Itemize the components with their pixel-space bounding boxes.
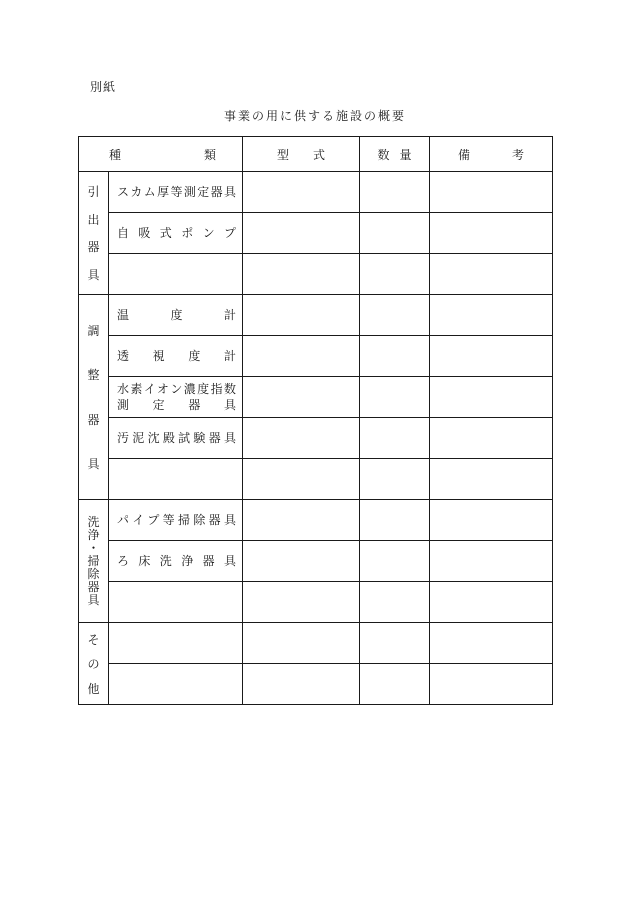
table-row xyxy=(79,459,553,500)
quantity-cell xyxy=(360,213,430,254)
item-name: 温度計 xyxy=(117,308,237,322)
item-name: 透視度計 xyxy=(117,349,237,363)
model-cell xyxy=(243,295,360,336)
note-cell xyxy=(430,664,553,705)
document-title: 事業の用に供する施設の概要 xyxy=(223,109,406,123)
group-label-char: 具 xyxy=(87,592,100,607)
item-name-cell xyxy=(109,418,243,459)
note-cell xyxy=(430,500,553,541)
table-row xyxy=(79,336,553,377)
note-cell xyxy=(430,418,553,459)
item-name-cell xyxy=(109,172,243,213)
note-cell xyxy=(430,254,553,295)
quantity-cell xyxy=(360,582,430,623)
table-row xyxy=(79,377,553,418)
quantity-cell xyxy=(360,172,430,213)
group-label-char: 他 xyxy=(87,681,100,696)
item-name-cell xyxy=(109,377,243,418)
attachment-label: 別紙 xyxy=(90,80,117,94)
group-label-char: 除 xyxy=(87,566,100,581)
group-label-char: 器 xyxy=(87,579,100,594)
item-name-cell xyxy=(109,541,243,582)
note-cell xyxy=(430,623,553,664)
group-label-char: の xyxy=(87,657,100,671)
table-row xyxy=(79,500,553,541)
facility-overview-table xyxy=(78,136,553,705)
group-label-cell xyxy=(79,500,109,623)
group-label-cell xyxy=(79,172,109,295)
item-name-cell xyxy=(109,500,243,541)
item-name-cell xyxy=(109,582,243,623)
table-row xyxy=(79,582,553,623)
note-cell xyxy=(430,336,553,377)
table-row xyxy=(79,213,553,254)
model-cell xyxy=(243,254,360,295)
model-cell xyxy=(243,623,360,664)
table-header-row xyxy=(79,137,553,172)
group-label-char: 調 xyxy=(87,324,100,339)
table-row xyxy=(79,664,553,705)
item-name-cell xyxy=(109,336,243,377)
group-label-char: 出 xyxy=(87,212,100,227)
header-note: 備考 xyxy=(430,137,553,172)
model-cell xyxy=(243,172,360,213)
group-label-char: 浄 xyxy=(87,527,100,542)
item-name: パイプ等掃除器具 xyxy=(117,513,237,527)
note-cell xyxy=(430,582,553,623)
item-name-cell xyxy=(109,459,243,500)
model-cell xyxy=(243,459,360,500)
quantity-cell xyxy=(360,500,430,541)
group-label-char: 具 xyxy=(87,268,100,283)
group-label-char: 具 xyxy=(87,456,100,471)
note-cell xyxy=(430,213,553,254)
model-cell xyxy=(243,664,360,705)
table-row xyxy=(79,623,553,664)
model-cell xyxy=(243,582,360,623)
header-quantity: 数量 xyxy=(360,137,430,172)
group-label-char: 器 xyxy=(87,412,100,427)
item-name: 水素イオン濃度指数 xyxy=(117,382,237,396)
note-cell xyxy=(430,295,553,336)
group-label-char: 洗 xyxy=(87,514,100,529)
table-row xyxy=(79,418,553,459)
quantity-cell xyxy=(360,295,430,336)
quantity-cell xyxy=(360,459,430,500)
item-name-cell xyxy=(109,254,243,295)
quantity-cell xyxy=(360,254,430,295)
group-label-char: 整 xyxy=(87,368,100,383)
item-name: スカム厚等測定器具 xyxy=(117,185,237,199)
item-name: ろ床洗浄器具 xyxy=(117,554,237,568)
group-label-char: 掃 xyxy=(87,553,100,568)
quantity-cell xyxy=(360,541,430,582)
quantity-cell xyxy=(360,664,430,705)
group-label-char: 器 xyxy=(87,240,100,255)
item-name: 測定器具 xyxy=(117,398,237,412)
model-cell xyxy=(243,336,360,377)
item-name-cell xyxy=(109,664,243,705)
group-label-cell xyxy=(79,295,109,500)
model-cell xyxy=(243,500,360,541)
note-cell xyxy=(430,459,553,500)
quantity-cell xyxy=(360,336,430,377)
quantity-cell xyxy=(360,418,430,459)
model-cell xyxy=(243,418,360,459)
model-cell xyxy=(243,377,360,418)
note-cell xyxy=(430,541,553,582)
item-name: 汚泥沈殿試験器具 xyxy=(117,431,237,445)
item-name-cell xyxy=(109,623,243,664)
group-label-char: ・ xyxy=(87,540,100,555)
table-row xyxy=(79,172,553,213)
table-row xyxy=(79,295,553,336)
item-name: 自吸式ポンプ xyxy=(117,226,237,240)
group-label-char: そ xyxy=(87,632,100,647)
group-label-cell xyxy=(79,623,109,705)
group-label-char: 引 xyxy=(87,184,100,199)
header-kind: 種類 xyxy=(79,137,243,172)
table-row xyxy=(79,541,553,582)
facility-table-body xyxy=(79,137,553,705)
table-row xyxy=(79,254,553,295)
header-model: 型式 xyxy=(243,137,360,172)
note-cell xyxy=(430,172,553,213)
item-name-cell xyxy=(109,213,243,254)
model-cell xyxy=(243,541,360,582)
item-name-cell xyxy=(109,295,243,336)
quantity-cell xyxy=(360,377,430,418)
model-cell xyxy=(243,213,360,254)
note-cell xyxy=(430,377,553,418)
quantity-cell xyxy=(360,623,430,664)
